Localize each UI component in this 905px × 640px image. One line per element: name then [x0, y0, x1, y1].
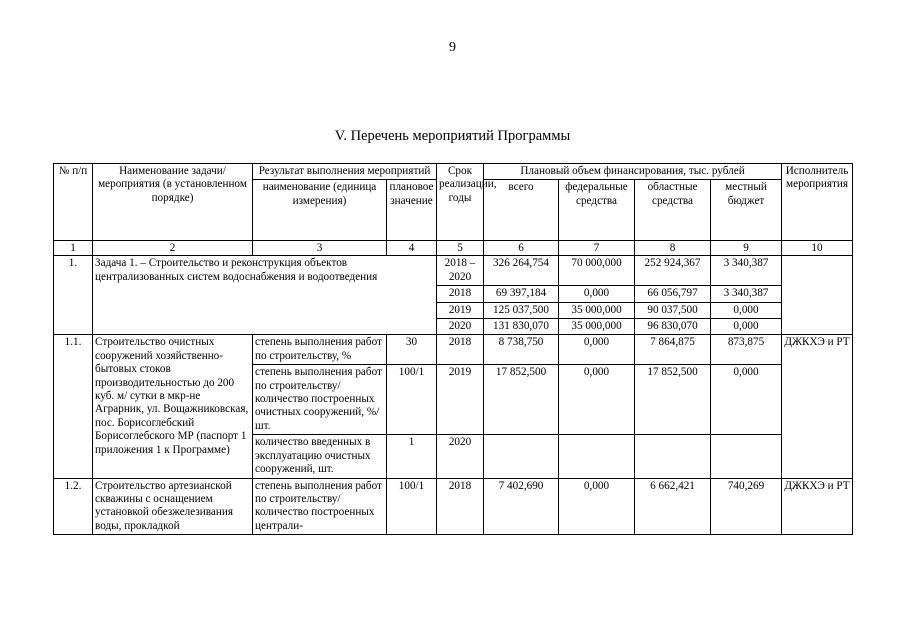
- header-num: № п/п: [54, 164, 93, 241]
- task1-total: 326 264,754: [484, 256, 559, 286]
- task1-total: 69 397,184: [484, 286, 559, 302]
- column-number: 5: [437, 241, 484, 256]
- column-number-row: [54, 241, 853, 256]
- item-1-1-executor: ДЖКХЭ и РТ: [782, 335, 853, 478]
- item-1-2-executor: ДЖКХЭ и РТ: [782, 478, 853, 535]
- column-number: 1: [54, 241, 93, 256]
- column-number: 4: [387, 241, 437, 256]
- item-1-2-total: 7 402,690: [484, 478, 559, 535]
- item-1-1-federal: 0,000: [559, 365, 635, 435]
- column-number: 3: [253, 241, 387, 256]
- column-number: 8: [635, 241, 711, 256]
- task1-executor: [782, 256, 853, 335]
- task1-local: 3 340,387: [711, 286, 782, 302]
- task1-year: 2018 – 2020: [437, 256, 484, 286]
- item-1-2-regional: 6 662,421: [635, 478, 711, 535]
- task1-regional: 252 924,367: [635, 256, 711, 286]
- item-1-2-federal: 0,000: [559, 478, 635, 535]
- item-1-2-result: степень выполнения работ по строительству/ количество построенных централи-: [253, 478, 387, 535]
- column-number: 7: [559, 241, 635, 256]
- page-number: 9: [449, 40, 456, 55]
- item-1-1-regional: [635, 435, 711, 478]
- task1-federal: 35 000,000: [559, 302, 635, 318]
- task1-year: 2018: [437, 286, 484, 302]
- task1-year: 2019: [437, 302, 484, 318]
- header-term: Срок реализации, годы: [437, 164, 484, 241]
- program-activities-table: [53, 163, 853, 535]
- section-title: V. Перечень мероприятий Программы: [334, 128, 571, 144]
- item-1-1-local: 0,000: [711, 365, 782, 435]
- task1-row-total: [54, 256, 853, 286]
- header-name: Наименование задачи/ мероприятия (в установленном порядке): [93, 164, 253, 241]
- header-executor: Исполнитель мероприятия: [782, 164, 853, 241]
- item-1-1-result: количество введенных в эксплуатацию очистных сооружений, шт.: [253, 435, 387, 478]
- task1-total: 125 037,500: [484, 302, 559, 318]
- column-number: 10: [782, 241, 853, 256]
- task1-regional: 66 056,797: [635, 286, 711, 302]
- column-number: 2: [93, 241, 253, 256]
- item-1-1-local: [711, 435, 782, 478]
- item-1-1-result: степень выполнения работ по строительству/ количество построенных очистных сооружений, %/шт.: [253, 365, 387, 435]
- item-1-1-federal: [559, 435, 635, 478]
- item-1-2-num: 1.2.: [54, 478, 93, 535]
- task1-local: 0,000: [711, 319, 782, 335]
- task1-total: 131 830,070: [484, 319, 559, 335]
- item-1-1-name: Строительство очистных сооружений хозяйственно-бытовых стоков производительностью до 200 куб. м/ сутки в мкр-не Аграрник, ул. Вощажниковская, пос. Борисоглебский Борисоглебского МР (паспорт 1 приложения 1 к Программе): [93, 335, 253, 478]
- column-number: 6: [484, 241, 559, 256]
- item-1-1-total: [484, 435, 559, 478]
- item-1-1-planned: 1: [387, 435, 437, 478]
- column-number: 9: [711, 241, 782, 256]
- task1-federal: 35 000,000: [559, 319, 635, 335]
- header-total: всего: [484, 180, 559, 241]
- item-1-1-year: 2020: [437, 435, 484, 478]
- task1-regional: 96 830,070: [635, 319, 711, 335]
- task1-year: 2020: [437, 319, 484, 335]
- item-1-1-total: 8 738,750: [484, 335, 559, 365]
- item-1-1-year: 2019: [437, 365, 484, 435]
- item-1-2-name: Строительство артезианской скважины с оснащением установкой обезжелезивания воды, прокладкой: [93, 478, 253, 535]
- item-1-1-num: 1.1.: [54, 335, 93, 478]
- task1-local: 3 340,387: [711, 256, 782, 286]
- item-1-1-row-2018: [54, 335, 853, 365]
- item-1-1-local: 873,875: [711, 335, 782, 365]
- header-result-name: наименование (единица измерения): [253, 180, 387, 241]
- header-row-1: [54, 164, 853, 180]
- item-1-1-federal: 0,000: [559, 335, 635, 365]
- task1-local: 0,000: [711, 302, 782, 318]
- header-funding-group: Плановый объем финансирования, тыс. рублей: [484, 164, 782, 180]
- header-regional: областные средства: [635, 180, 711, 241]
- task1-title: Задача 1. – Строительство и реконструкция объектов централизованных систем водоснабжения и водоотведения: [93, 256, 437, 335]
- header-result-planned: плановое значение: [387, 180, 437, 241]
- item-1-1-result: степень выполнения работ по строительству, %: [253, 335, 387, 365]
- task1-num: 1.: [54, 256, 93, 335]
- header-federal: федеральные средства: [559, 180, 635, 241]
- header-result-group: Результат выполнения мероприятий: [253, 164, 437, 180]
- item-1-2-row: [54, 478, 853, 535]
- item-1-1-regional: 7 864,875: [635, 335, 711, 365]
- item-1-1-year: 2018: [437, 335, 484, 365]
- item-1-2-local: 740,269: [711, 478, 782, 535]
- item-1-1-planned: 30: [387, 335, 437, 365]
- item-1-1-regional: 17 852,500: [635, 365, 711, 435]
- item-1-2-year: 2018: [437, 478, 484, 535]
- item-1-2-planned: 100/1: [387, 478, 437, 535]
- header-local: местный бюджет: [711, 180, 782, 241]
- task1-federal: 70 000,000: [559, 256, 635, 286]
- task1-regional: 90 037,500: [635, 302, 711, 318]
- item-1-1-total: 17 852,500: [484, 365, 559, 435]
- item-1-1-planned: 100/1: [387, 365, 437, 435]
- task1-federal: 0,000: [559, 286, 635, 302]
